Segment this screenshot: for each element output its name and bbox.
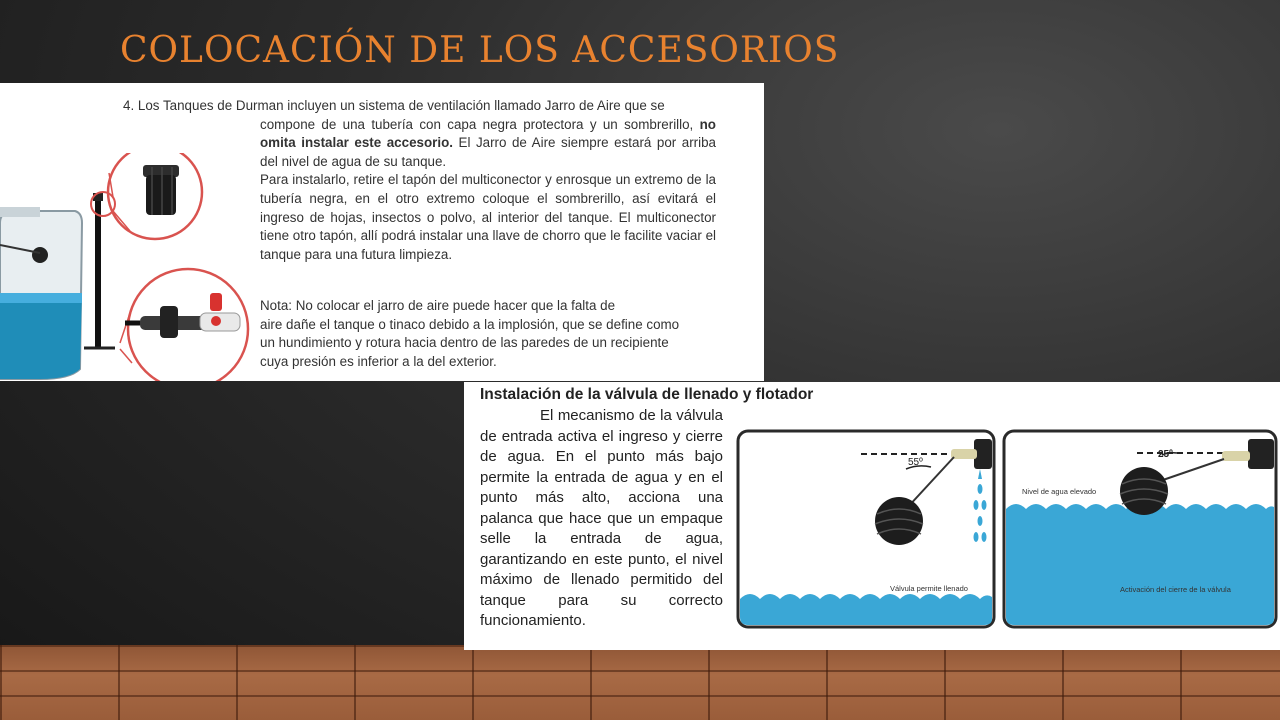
nota-block: [260, 297, 720, 371]
item-4-line-2: compone de una tubería con capa negra protectora y un sombrerillo,: [260, 116, 694, 132]
valve-open-drawing: [736, 429, 998, 629]
nota-line: aire dañe el tanque o tinaco debido a la implosión, que se define como: [260, 316, 680, 332]
nota-line: un hundimiento y rotura hacia dentro de las paredes de un recipiente: [260, 335, 669, 351]
nota-line: Nota: No colocar el jarro de aire puede hacer que la falta de: [260, 298, 616, 313]
item-4-body: [260, 116, 716, 265]
fill-valve-heading: Instalación de la válvula de llenado y flotador: [480, 386, 814, 403]
bold-warning: no omita instalar este accesorio.: [260, 116, 716, 151]
fill-valve-body: El mecanismo de la válvula de entrada activa el ingreso y cierre de agua. En el punto más bajo permite la entrada de agua y en el punto más alto, acciona una palanca que hace que un empaque selle la entrada de agua, garantizando en este punto, el nivel máximo de llenado permitido del tanque para su correcto funcionamiento.: [480, 407, 723, 629]
nota-line: cuya presión es inferior a la del exterior.: [260, 353, 497, 369]
valve-closed-drawing: [1002, 429, 1278, 629]
angle-label: 25º: [1158, 449, 1173, 460]
item-4-after-bold: El Jarro de Aire siempre estará por arriba del nivel de agua de su tanque.: [260, 135, 717, 169]
item-4-first-line: 4. Los Tanques de Durman incluyen un sistema de ventilación llamado Jarro de Aire que se: [123, 98, 665, 113]
angle-label: 55º: [908, 457, 923, 468]
float-ball-icon: [32, 247, 48, 263]
water-level-label: Nivel de agua elevado: [1022, 487, 1097, 496]
air-vent-instructions-panel: [0, 83, 764, 381]
item-4-paragraph-1: [260, 116, 716, 172]
diagram-caption: Válvula permite llenado: [890, 584, 968, 593]
slide-title: COLOCACIÓN DE LOS ACCESORIOS: [120, 30, 840, 71]
item-4-paragraph-2: Para instalarlo, retire el tapón del multiconector y enrosque un extremo de la tubería negra, en el otro extremo coloque el sombrerillo, así evitará el ingreso de hojas, insectos o polvo, al interior del tanque. El multiconector tiene otro tapón, allí podrá instalar una llave de chorro que le facilite vaciar el tanque para una futura limpieza.: [260, 172, 716, 262]
tank-illustration: [0, 153, 250, 381]
diagram-caption: Activación del cierre de la válvula: [1120, 585, 1231, 594]
valve-closed-diagram: [1002, 429, 1264, 629]
wood-floor-background: [0, 645, 1280, 720]
valve-open-diagram: [736, 429, 998, 629]
fill-valve-panel: [464, 382, 1280, 650]
